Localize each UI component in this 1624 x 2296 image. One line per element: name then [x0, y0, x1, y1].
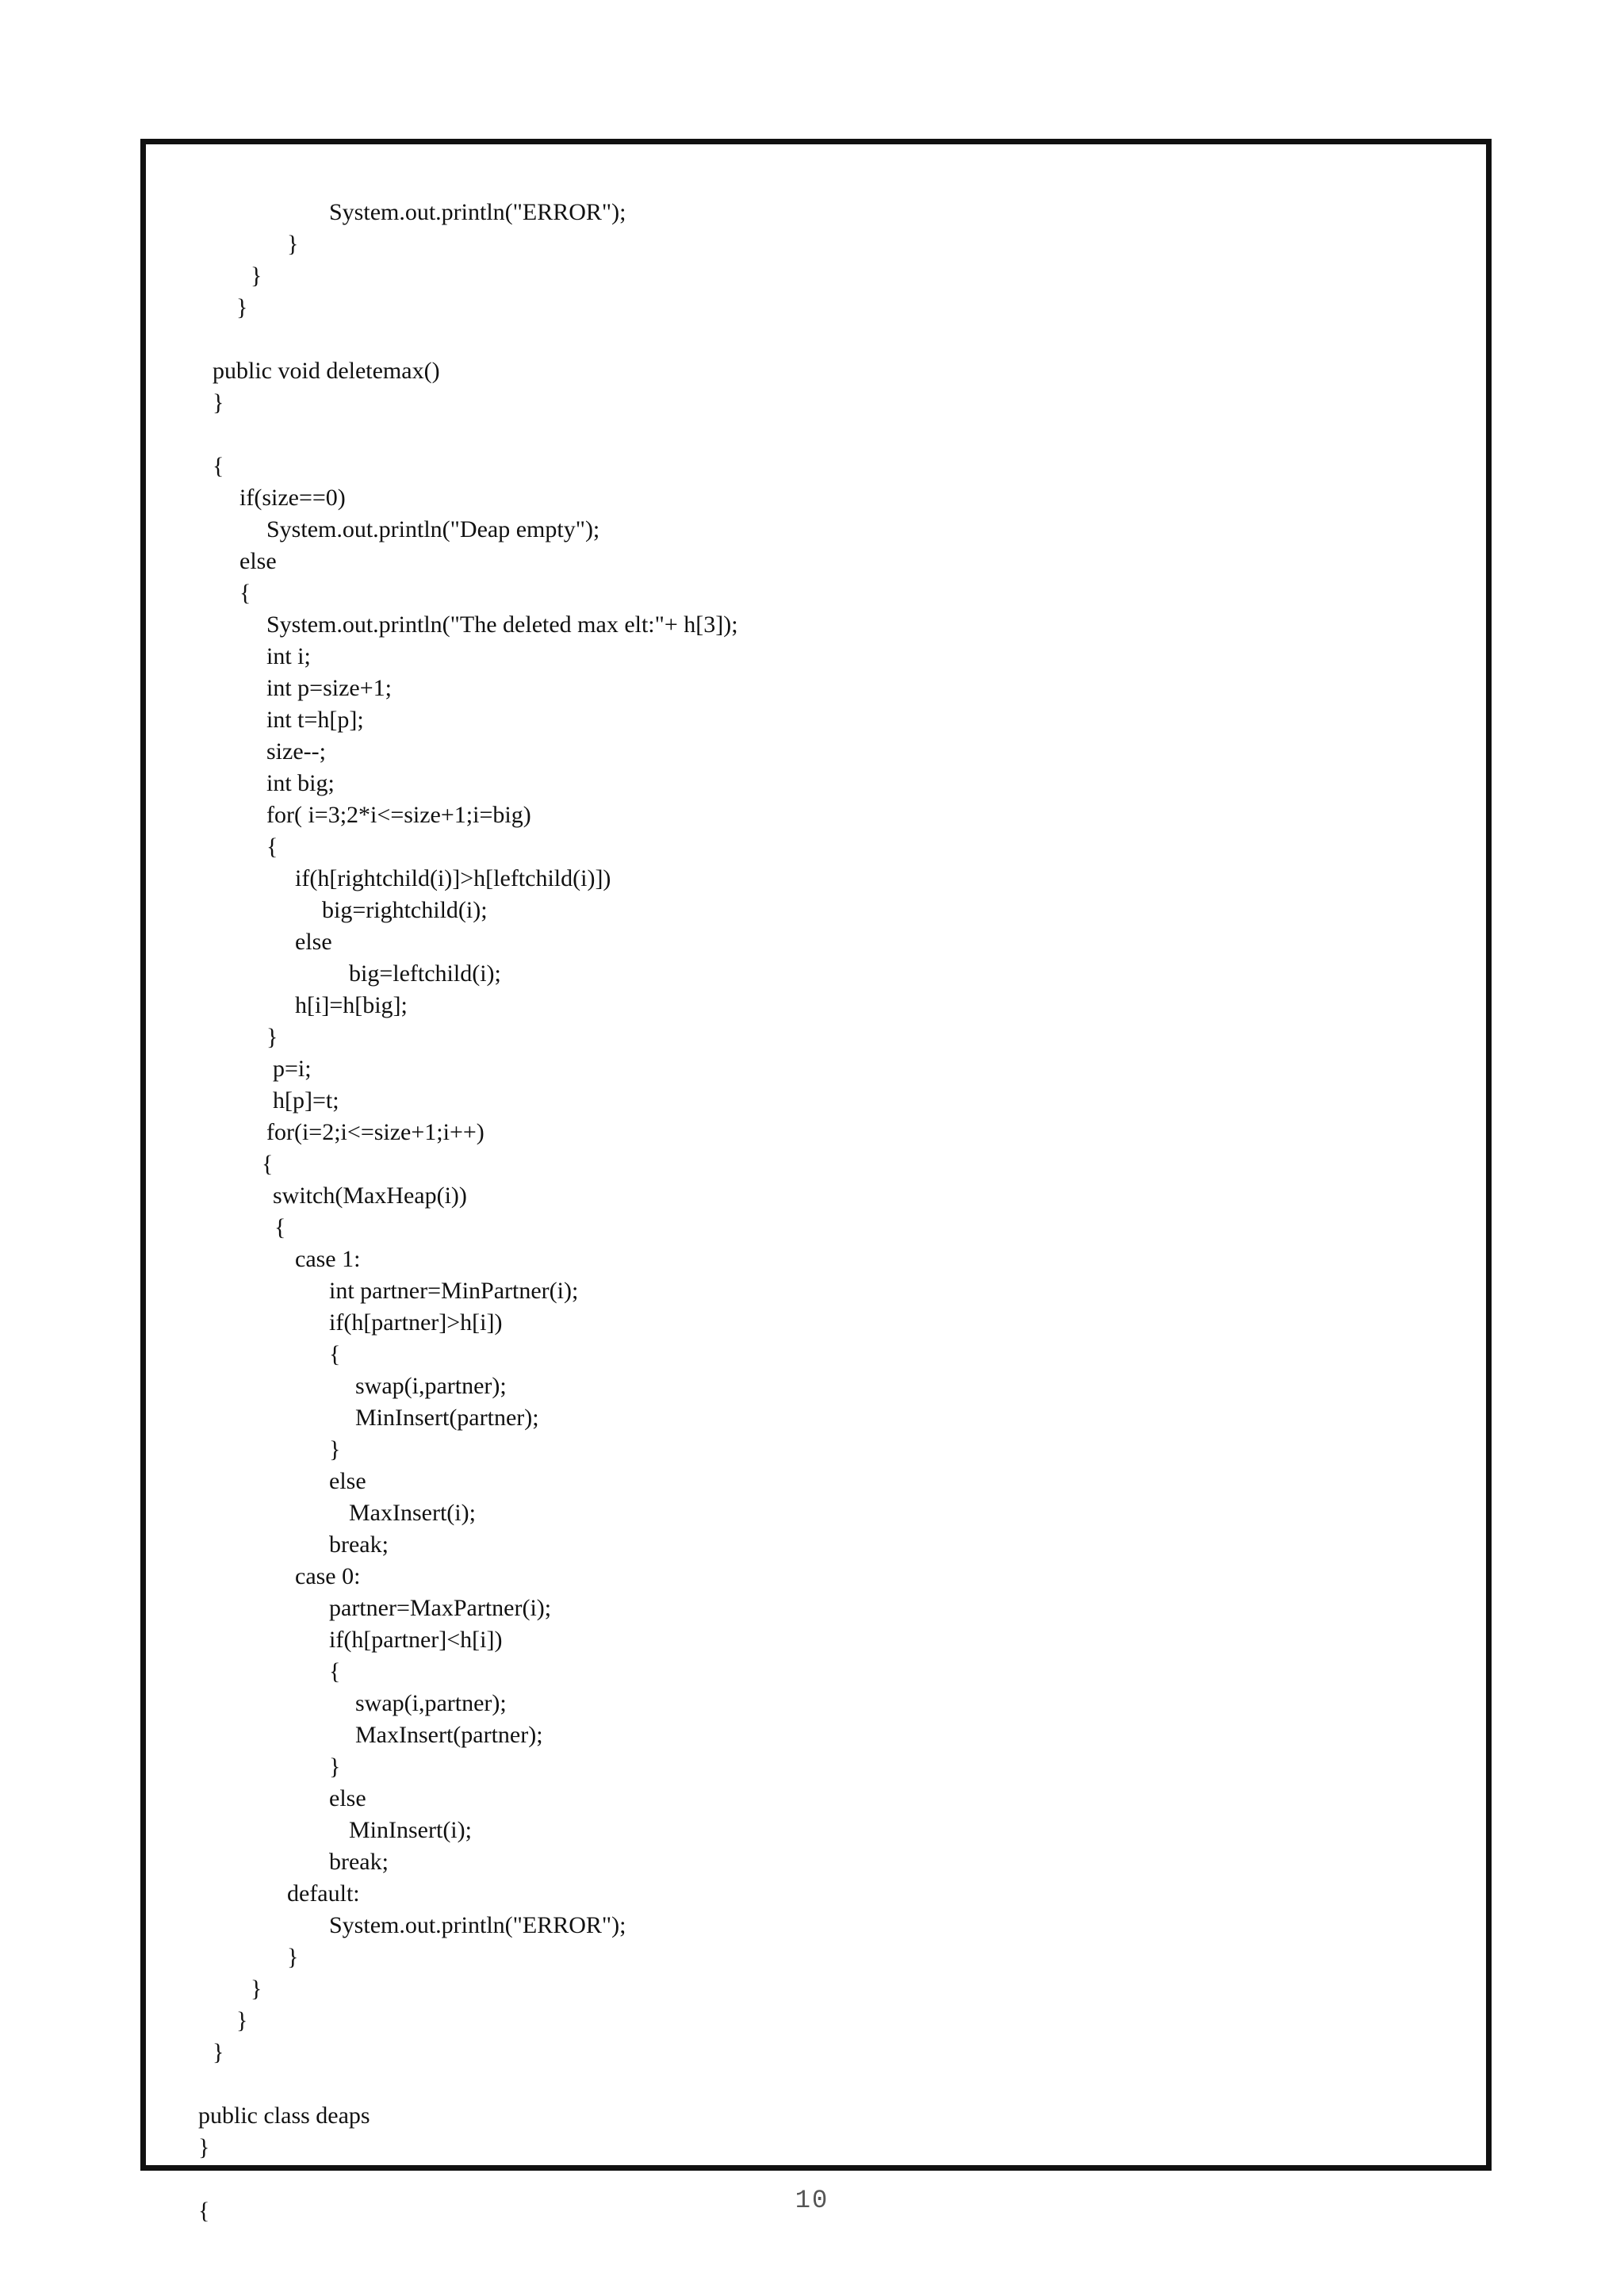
code-line: } [287, 231, 299, 257]
code-line: System.out.println("ERROR"); [329, 1912, 626, 1938]
code-line: { [239, 580, 251, 606]
code-line: } [287, 1944, 299, 1970]
code-line: } [198, 2134, 210, 2160]
code-line: { [262, 1151, 274, 1177]
code-line: if(h[partner]<h[i]) [329, 1627, 503, 1653]
code-line: swap(i,partner); [355, 1373, 507, 1399]
code-line: else [295, 929, 332, 955]
code-line: { [329, 1341, 341, 1367]
code-line: if(h[rightchild(i)]>h[leftchild(i)]) [295, 865, 611, 891]
code-line: switch(MaxHeap(i)) [273, 1182, 467, 1209]
code-line: p=i; [273, 1056, 312, 1082]
page-number: 10 [795, 2186, 829, 2215]
code-line: } [236, 294, 248, 320]
code-line: int big; [266, 770, 335, 796]
code-line: big=rightchild(i); [322, 897, 488, 923]
code-line: MaxInsert(partner); [355, 1722, 543, 1748]
code-line: } [329, 1436, 341, 1462]
code-line: } [251, 263, 262, 289]
code-line: int i; [266, 643, 311, 669]
code-line: System.out.println("Deap empty"); [266, 516, 600, 542]
code-line: public class deaps [198, 2102, 370, 2129]
code-line: default: [287, 1880, 360, 1907]
code-line: else [239, 548, 277, 574]
code-line: else [329, 1785, 366, 1811]
code-line: { [266, 834, 278, 860]
code-line: size--; [266, 738, 326, 765]
code-line: case 1: [295, 1246, 361, 1272]
code-line: } [236, 2007, 248, 2033]
code-line: for( i=3;2*i<=size+1;i=big) [266, 802, 531, 828]
code-line: { [329, 1658, 341, 1685]
code-line: if(h[partner]>h[i]) [329, 1309, 503, 1336]
code-line: } [213, 389, 224, 416]
code-line: { [213, 453, 224, 479]
code-line: } [251, 1976, 262, 2002]
code-line: MinInsert(partner); [355, 1405, 539, 1431]
code-line: int partner=MinPartner(i); [329, 1278, 579, 1304]
code-line: break; [329, 1849, 389, 1875]
code-line: } [213, 2039, 224, 2065]
code-line: big=leftchild(i); [349, 960, 501, 987]
code-line: System.out.println("The deleted max elt:"+ h[3]); [266, 611, 738, 638]
code-line: for(i=2;i<=size+1;i++) [266, 1119, 485, 1145]
code-line: public void deletemax() [213, 358, 440, 384]
code-line: { [198, 2198, 210, 2224]
code-line: } [329, 1754, 341, 1780]
code-line: break; [329, 1531, 389, 1558]
code-line: { [274, 1214, 286, 1240]
code-line: h[i]=h[big]; [295, 992, 408, 1018]
code-line: System.out.println("ERROR"); [329, 199, 626, 225]
code-line: } [266, 1024, 278, 1050]
code-line: MaxInsert(i); [349, 1500, 476, 1526]
code-line: int t=h[p]; [266, 707, 364, 733]
code-line: swap(i,partner); [355, 1690, 507, 1716]
code-line: else [329, 1468, 366, 1494]
code-line: MinInsert(i); [349, 1817, 472, 1843]
code-line: case 0: [295, 1563, 361, 1589]
code-line: if(size==0) [239, 485, 346, 511]
code-line: int p=size+1; [266, 675, 392, 701]
code-line: partner=MaxPartner(i); [329, 1595, 552, 1621]
code-line: h[p]=t; [273, 1087, 339, 1114]
